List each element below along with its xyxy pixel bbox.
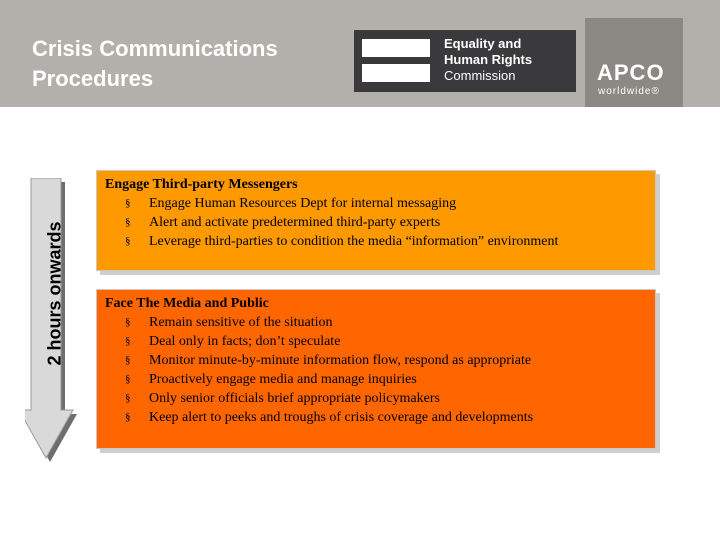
section-heading: Engage Third-party Messengers <box>105 177 298 192</box>
bullet-icon: § <box>125 373 131 385</box>
list-item-text: Engage Human Resources Dept for internal messaging <box>149 196 457 211</box>
list-item-text: Remain sensitive of the situation <box>149 315 333 330</box>
list-item <box>125 313 647 332</box>
ehrc-logo <box>354 30 576 92</box>
ehrc-logo-line-2: Human Rights <box>444 52 533 67</box>
bullet-icon: § <box>125 235 131 247</box>
ehrc-logo-line-3: Commission <box>444 68 516 83</box>
ehrc-logo-line-1: Equality and <box>444 36 522 51</box>
apco-logo-name: APCO <box>597 60 665 85</box>
title-line-1: Crisis Communications <box>32 36 278 61</box>
list-item <box>125 370 647 389</box>
section-box-third-party <box>96 170 656 271</box>
bullet-icon: § <box>125 335 131 347</box>
list-item-text: Monitor minute-by-minute information flow, respond as appropriate <box>149 353 532 368</box>
apco-logo-subtitle: worldwide® <box>598 86 660 97</box>
list-item-text: Deal only in facts; don’t speculate <box>149 334 341 349</box>
list-item-text: Keep alert to peeks and troughs of crisis coverage and developments <box>149 410 534 425</box>
list-item <box>125 408 647 427</box>
list-item <box>125 332 647 351</box>
list-item-text: Leverage third-parties to condition the media “information” environment <box>149 234 559 249</box>
timeline-label-container <box>32 178 78 408</box>
apco-logo <box>585 18 683 107</box>
section-box-media <box>96 289 656 449</box>
bullet-list <box>105 194 647 251</box>
list-item <box>125 194 647 213</box>
bullet-icon: § <box>125 411 131 423</box>
page-title <box>32 34 332 94</box>
list-item <box>125 213 647 232</box>
list-item <box>125 232 647 251</box>
bullet-icon: § <box>125 316 131 328</box>
bullet-list <box>105 313 647 427</box>
list-item-text: Proactively engage media and manage inquiries <box>149 372 417 387</box>
timeline-label: 2 hours onwards <box>44 220 65 366</box>
bullet-icon: § <box>125 216 131 228</box>
title-line-2: Procedures <box>32 66 154 91</box>
ehrc-logo-bar-bottom <box>362 64 430 82</box>
list-item <box>125 351 647 370</box>
list-item-text: Only senior officials brief appropriate policymakers <box>149 391 440 406</box>
header-band <box>0 0 720 107</box>
bullet-icon: § <box>125 197 131 209</box>
bullet-icon: § <box>125 392 131 404</box>
list-item-text: Alert and activate predetermined third-party experts <box>149 215 441 230</box>
ehrc-logo-bar-top <box>362 39 430 57</box>
ehrc-logo-text <box>444 36 532 84</box>
list-item <box>125 389 647 408</box>
bullet-icon: § <box>125 354 131 366</box>
section-heading: Face The Media and Public <box>105 296 269 311</box>
